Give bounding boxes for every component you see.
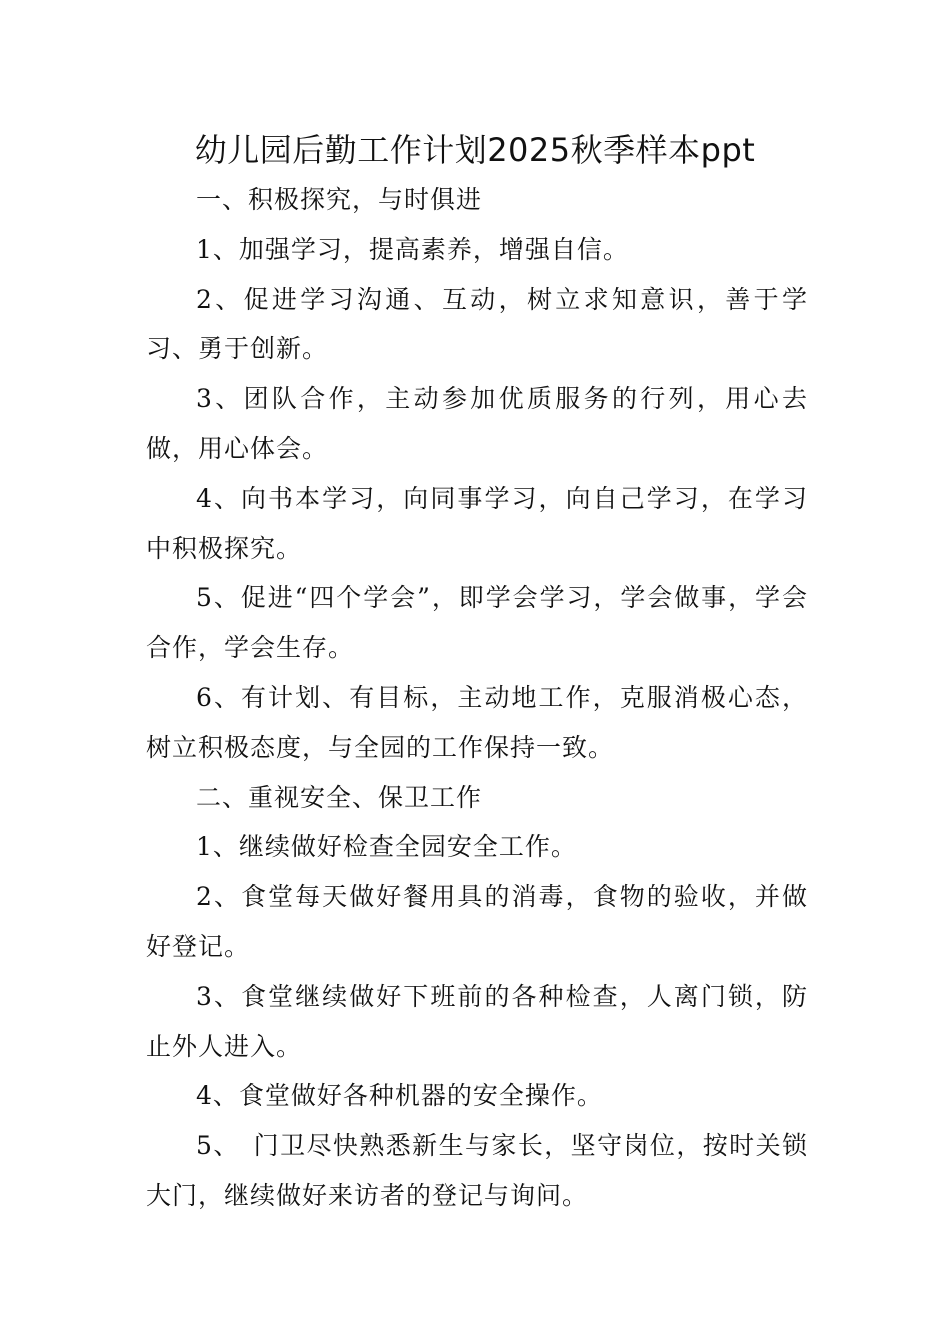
paragraph: 1、继续做好检查全园安全工作。 [196,832,577,862]
paragraph: 5、 门卫尽快熟悉新生与家长，坚守岗位，按时关锁大门，继续做好来访者的登记与询问。 [146,1131,808,1210]
paragraph: 4、食堂做好各种机器的安全操作。 [196,1081,603,1111]
document-title: 幼儿园后勤工作计划2025秋季样本ppt [194,131,756,169]
paragraph: 3、食堂继续做好下班前的各种检查，人离门锁，防止外人进入。 [146,981,808,1061]
paragraph: 二、重视安全、保卫工作 [196,782,483,812]
paragraph: 2、食堂每天做好餐用具的消毒，食物的验收，并做好登记。 [146,882,808,961]
paragraph: 3、团队合作，主动参加优质服务的行列，用心去做，用心体会。 [146,384,808,463]
paragraph: 2、促进学习沟通、互动，树立求知意识，善于学习、勇于创新。 [146,284,808,364]
paragraph: 一、积极探究，与时俱进 [196,185,483,214]
paragraph: 1、加强学习，提高素养，增强自信。 [196,234,629,264]
paragraph: 6、有计划、有目标，主动地工作，克服消极心态，树立积极态度，与全园的工作保持一致。 [146,682,808,762]
paragraph: 5、促进“四个学会”，即学会学习，学会做事，学会合作，学会生存。 [146,583,808,663]
document-body [146,175,808,1221]
paragraph: 4、向书本学习，向同事学习，向自己学习，在学习中积极探究。 [146,483,808,563]
